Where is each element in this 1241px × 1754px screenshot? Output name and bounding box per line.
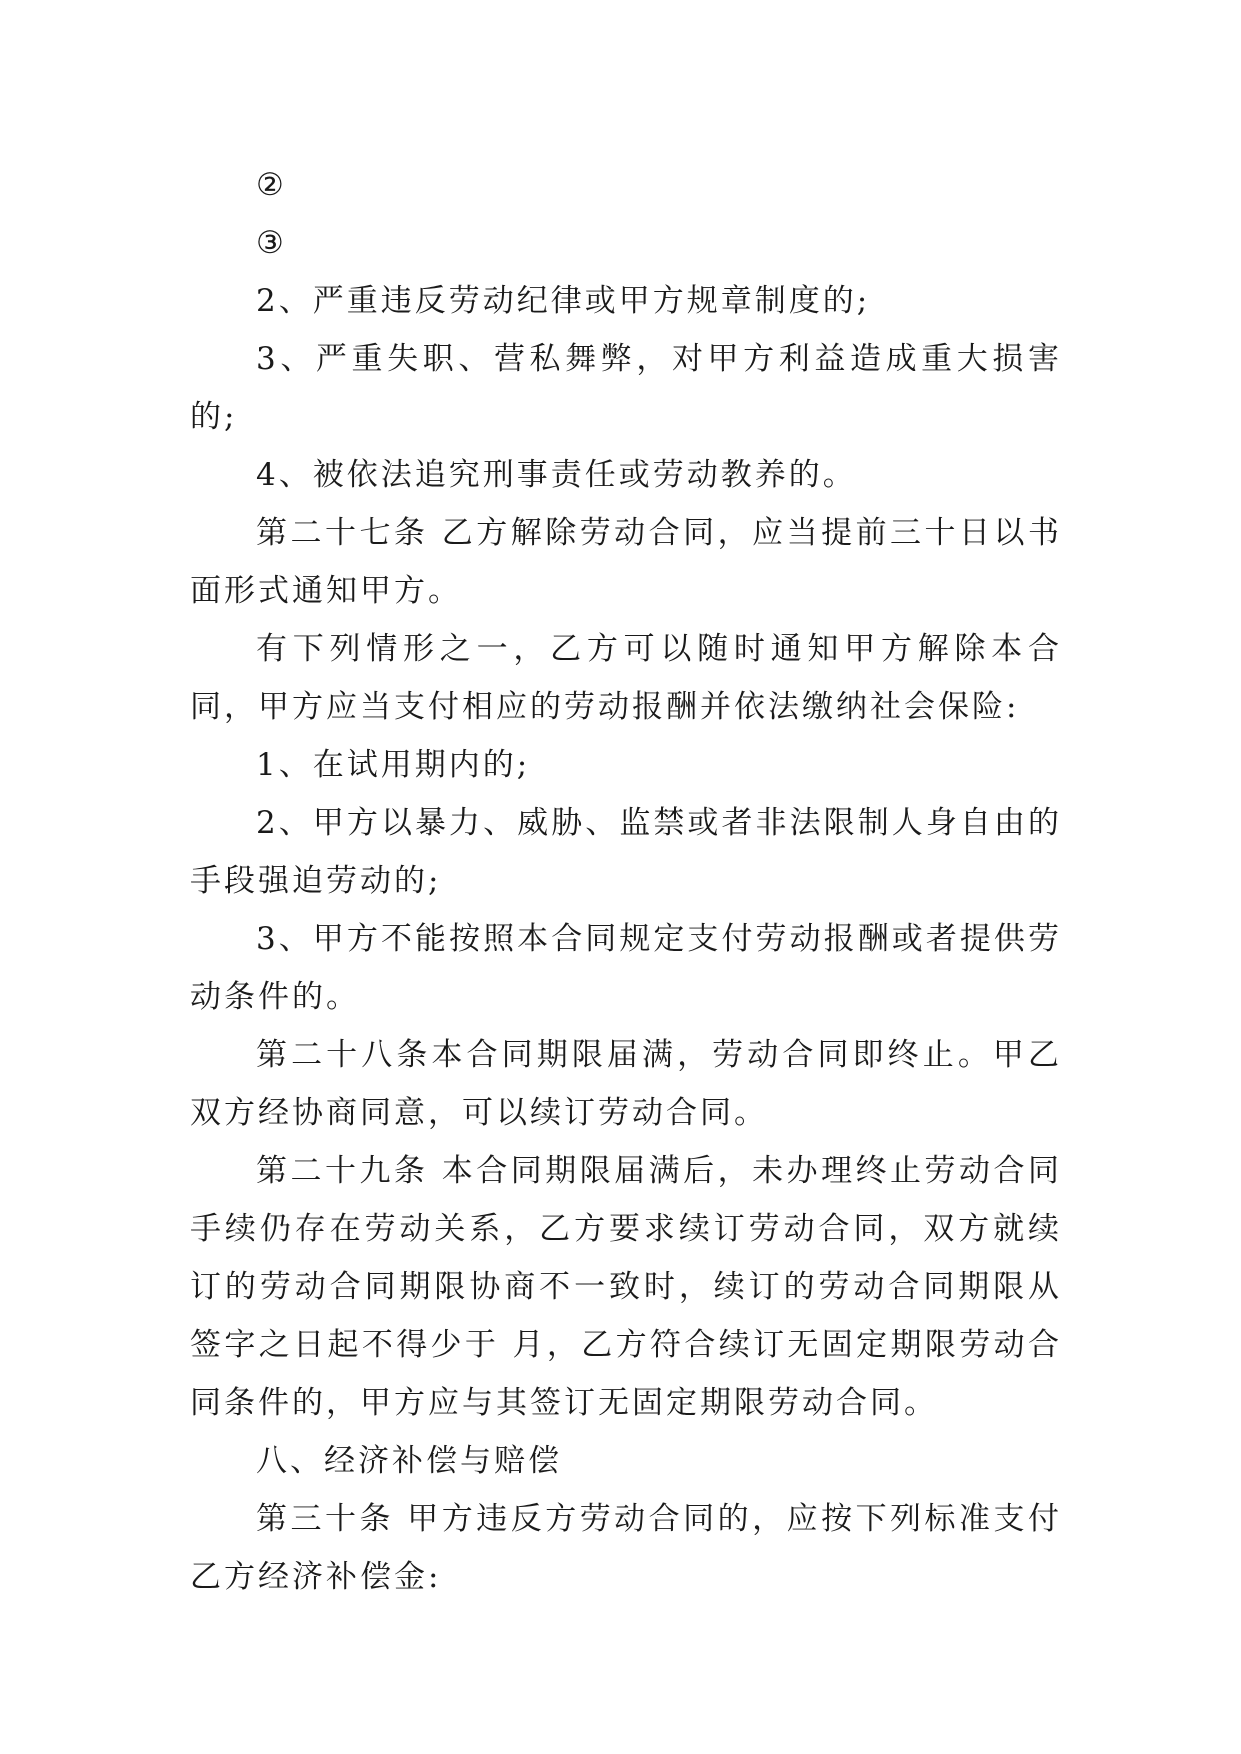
section-heading-compensation: 八、经济补偿与赔偿 <box>256 1443 562 1479</box>
paragraph-article-29: 第二十九条 本合同期限届满后，未办理终止劳动合同手续仍存在劳动关系，乙方要求续订劳动合同，双方就续订的劳动合同期限协商不一致时，续订的劳动合同期限从签字之日起不得少于 月，乙方符合续订无固定期限劳动合同条件的，甲方应与其签订无固定期限劳动合同。 <box>190 1153 1062 1421</box>
document-body <box>190 156 1062 1606</box>
paragraph-article-28: 第二十八条本合同期限届满，劳动合同即终止。甲乙双方经协商同意，可以续订劳动合同。 <box>190 1037 1062 1131</box>
paragraph-probation: 1、在试用期内的; <box>256 747 531 783</box>
paragraph-article-27: 第二十七条 乙方解除劳动合同，应当提前三十日以书面形式通知甲方。 <box>190 515 1062 609</box>
paragraph-unpaid-remuneration: 3、甲方不能按照本合同规定支付劳动报酬或者提供劳动条件的。 <box>190 921 1062 1015</box>
paragraph-circled-3: ③ <box>256 225 287 261</box>
paragraph-forced-labor: 2、甲方以暴力、威胁、监禁或者非法限制人身自由的手段强迫劳动的; <box>190 805 1062 899</box>
paragraph-immediate-termination: 有下列情形之一，乙方可以随时通知甲方解除本合同，甲方应当支付相应的劳动报酬并依法缴纳社会保险: <box>190 631 1062 725</box>
paragraph-circled-2: ② <box>256 167 287 203</box>
paragraph-item-2-discipline: 2、严重违反劳动纪律或甲方规章制度的; <box>256 283 871 319</box>
paragraph-article-30: 第三十条 甲方违反方劳动合同的，应按下列标准支付乙方经济补偿金: <box>190 1501 1062 1595</box>
paragraph-item-4-criminal: 4、被依法追究刑事责任或劳动教养的。 <box>256 457 857 493</box>
paragraph-item-3-negligence: 3、严重失职、营私舞弊，对甲方利益造成重大损害的; <box>190 341 1062 435</box>
